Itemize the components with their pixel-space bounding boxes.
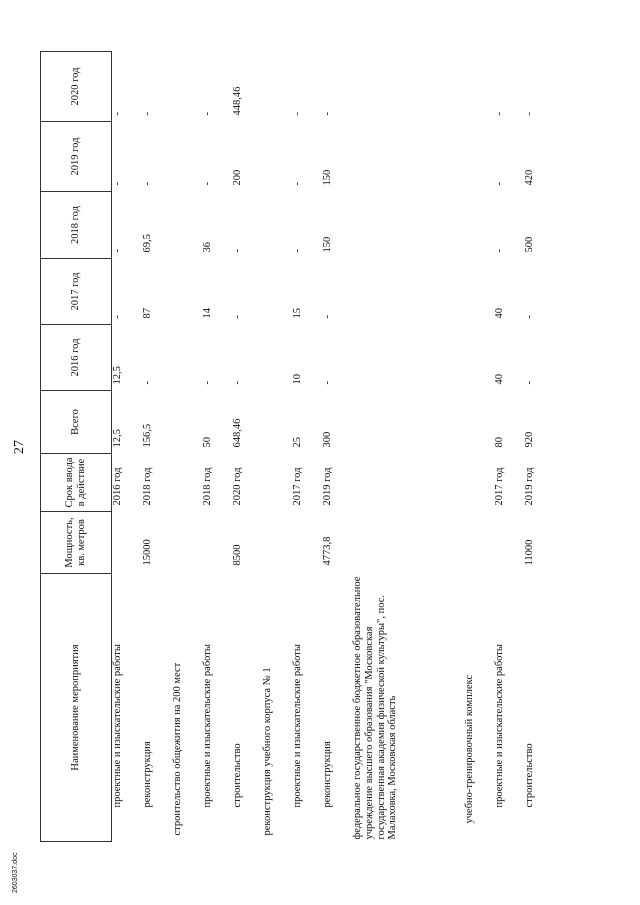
row-name: проектные и изыскательские работы [494,644,505,808]
row-2017: 40 [494,308,505,319]
row-2017 [464,259,494,325]
table-row [292,52,322,842]
row-2016: - [232,381,243,385]
table-row [494,52,524,842]
page-number: 27 [12,440,27,454]
table-row [202,52,232,842]
row-2018: - [112,249,123,253]
row-2018: 150 [322,236,333,253]
row-total: 920 [524,431,535,448]
table-row [142,52,172,842]
row-total: 648,46 [232,418,243,448]
row-2020: - [494,112,505,116]
row-2017: - [322,315,333,319]
row-capacity [112,512,143,574]
row-2017 [262,259,292,325]
row-2018: - [494,249,505,253]
row-term [172,454,202,512]
row-name: федеральное государственное бюджетное образовательное учреждение высшего образования "Московская государственная академия физической культуры", пос. Малаховка, Московская область [352,576,399,840]
row-2019 [464,122,494,192]
row-capacity [202,512,232,574]
row-2018 [352,192,464,259]
row-2019: 200 [232,169,243,186]
rotated-page-content [12,52,580,842]
table-row [352,52,464,842]
header-2020: 2020 год [41,52,112,122]
row-term [262,454,292,512]
row-2020: - [142,112,153,116]
row-2016 [352,325,464,391]
row-total: 80 [494,437,505,448]
header-name: Наименование мероприятия [41,574,112,842]
row-term: 2019 год [524,467,535,506]
row-term: 2016 год [112,467,123,506]
row-2020: - [112,112,123,116]
row-capacity [172,512,202,574]
row-2016: - [202,381,213,385]
row-2019 [262,122,292,192]
row-2020: - [202,112,213,116]
table-row [322,52,352,842]
row-name: проектные и изыскательские работы [202,644,213,808]
row-2017: - [232,315,243,319]
row-2017 [352,259,464,325]
activities-table [40,51,554,842]
row-name: проектные и изыскательские работы [292,644,303,808]
row-capacity [262,512,292,574]
row-2018: 500 [524,236,535,253]
row-2017: 14 [202,308,213,319]
row-2019 [352,122,464,192]
row-2020 [352,52,464,122]
row-2017 [172,259,202,325]
header-2016: 2016 год [41,325,112,391]
row-2019: - [494,182,505,186]
row-2017: 87 [142,308,153,319]
table-header-row [41,52,112,842]
row-2016: - [524,381,535,385]
row-2018 [262,192,292,259]
row-2017: - [112,315,123,319]
row-capacity: 8500 [232,544,243,566]
row-2016 [172,325,202,391]
row-name: реконструкция [142,741,153,808]
row-2016: 40 [494,374,505,385]
table-row [262,52,292,842]
row-2018: - [232,249,243,253]
row-term: 2017 год [494,467,505,506]
row-2018 [464,192,494,259]
table-row [524,52,554,842]
row-name: учебно-тренировочный комплекс [464,674,475,824]
document-footer-code: 2603037.doc [12,852,19,893]
row-term: 2017 год [292,467,303,506]
row-term: 2018 год [142,467,153,506]
row-2020: 448,46 [232,86,243,116]
row-total: 50 [202,437,213,448]
row-2018: 36 [202,242,213,253]
row-name: строительство [524,743,535,808]
row-total [464,391,494,454]
header-total: Всего [41,391,112,454]
row-2018: - [292,249,303,253]
row-term [352,454,464,512]
row-2019: - [142,182,153,186]
row-total [172,391,202,454]
row-name: проектные и изыскательские работы [112,644,123,808]
row-2020 [464,52,494,122]
row-2017: - [524,315,535,319]
row-capacity [464,512,494,574]
row-term: 2020 год [232,467,243,506]
row-2020: - [292,112,303,116]
table-row [112,52,143,842]
row-2016: 10 [292,374,303,385]
row-2019 [172,122,202,192]
row-2020 [262,52,292,122]
row-2016 [262,325,292,391]
header-2017: 2017 год [41,259,112,325]
header-2019: 2019 год [41,122,112,192]
table-row [172,52,202,842]
row-name: реконструкция [322,741,333,808]
row-2020 [172,52,202,122]
header-term: Срок ввода в действие [41,454,112,512]
row-2019: - [202,182,213,186]
row-2020: - [322,112,333,116]
row-2019: - [292,182,303,186]
table-row [464,52,494,842]
row-term [464,454,494,512]
row-2016: 12,5 [112,366,123,385]
row-total [352,391,464,454]
row-2019: 150 [322,169,333,186]
row-2017: 15 [292,308,303,319]
row-capacity [494,512,524,574]
row-2019: - [112,182,123,186]
row-2018 [172,192,202,259]
row-term: 2019 год [322,467,333,506]
row-2016 [464,325,494,391]
row-name: строительство общежития на 200 мест [172,662,183,836]
row-total: 156,5 [142,423,153,448]
row-2016: - [322,381,333,385]
row-2016: - [142,381,153,385]
row-term: 2018 год [202,467,213,506]
row-total: 25 [292,437,303,448]
row-2020: - [524,112,535,116]
row-total: 300 [322,431,333,448]
row-capacity: 15000 [142,539,153,566]
table-row [232,52,262,842]
row-capacity: 4773,8 [322,536,333,566]
row-2019: 420 [524,169,535,186]
header-2018: 2018 год [41,192,112,259]
row-total: 12,5 [112,429,123,448]
row-capacity: 11000 [524,539,535,566]
row-capacity [352,512,464,574]
row-total [262,391,292,454]
row-name: строительство [232,743,243,808]
row-capacity [292,512,322,574]
row-name: реконструкция учебного корпуса № 1 [262,667,273,836]
row-2018: 69,5 [142,234,153,253]
header-capacity: Мощность, кв. метров [41,512,112,574]
